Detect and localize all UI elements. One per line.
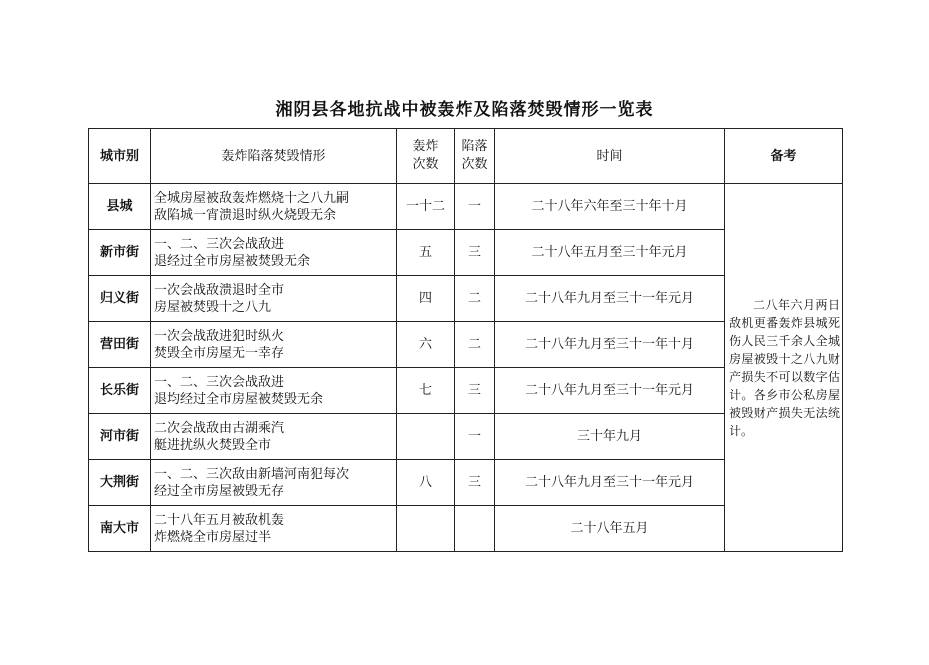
falls-cell: 三 bbox=[455, 368, 495, 414]
damage-table bbox=[88, 128, 843, 552]
city-cell: 长乐街 bbox=[89, 368, 151, 414]
page-title: 湘阴县各地抗战中被轰炸及陷落焚毁情形一览表 bbox=[275, 100, 654, 120]
description-line: 一、二、三次会战敌进 bbox=[154, 374, 285, 390]
description-cell bbox=[151, 276, 397, 322]
description-line: 退经过全市房屋被焚毁无余 bbox=[154, 253, 311, 269]
header-note: 备考 bbox=[725, 129, 843, 184]
bombings-cell: 八 bbox=[397, 460, 455, 506]
description-cell bbox=[151, 184, 397, 230]
bombings-cell: 五 bbox=[397, 230, 455, 276]
bombings-cell bbox=[397, 506, 455, 552]
description-line: 一、二、三次敌由新墙河南犯每次 bbox=[154, 466, 350, 482]
description-line: 二十八年五月被敌机轰 bbox=[154, 512, 285, 528]
time-cell: 二十八年六年至三十年十月 bbox=[495, 184, 725, 230]
description-cell bbox=[151, 368, 397, 414]
header-bombings-line2: 次数 bbox=[412, 157, 439, 172]
time-cell: 二十八年九月至三十一年元月 bbox=[495, 368, 725, 414]
city-cell: 南大市 bbox=[89, 506, 151, 552]
time-cell: 三十年九月 bbox=[495, 414, 725, 460]
description-line: 一、二、三次会战敌进 bbox=[154, 236, 285, 252]
city-cell: 营田街 bbox=[89, 322, 151, 368]
city-cell: 新市街 bbox=[89, 230, 151, 276]
header-falls-line1: 陷落 bbox=[461, 139, 488, 154]
description-line: 房屋被焚毁十之八九 bbox=[154, 299, 272, 315]
description-line: 一次会战敌溃退时全市 bbox=[154, 282, 285, 298]
bombings-cell: 七 bbox=[397, 368, 455, 414]
time-cell: 二十八年九月至三十一年元月 bbox=[495, 276, 725, 322]
time-cell: 二十八年九月至三十一年十月 bbox=[495, 322, 725, 368]
note-cell: 二八年六月两日敌机更番轰炸县城死伤人民三千余人全城房屋被毁十之八九财产损失不可以数字估计。各乡市公私房屋被毁财产损失无法统计。 bbox=[725, 184, 843, 552]
header-description: 轰炸陷落焚毁情形 bbox=[151, 129, 397, 184]
description-cell bbox=[151, 414, 397, 460]
time-cell: 二十八年五月至三十年元月 bbox=[495, 230, 725, 276]
falls-cell: 三 bbox=[455, 460, 495, 506]
time-cell: 二十八年五月 bbox=[495, 506, 725, 552]
description-line: 焚毁全市房屋无一幸存 bbox=[154, 345, 285, 361]
description-line: 一次会战敌进犯时纵火 bbox=[154, 328, 285, 344]
bombings-cell: 六 bbox=[397, 322, 455, 368]
city-cell: 河市街 bbox=[89, 414, 151, 460]
description-line: 炸燃烧全市房屋过半 bbox=[154, 529, 272, 545]
header-city: 城市别 bbox=[89, 129, 151, 184]
description-cell bbox=[151, 506, 397, 552]
description-line: 二次会战敌由古湖乘汽 bbox=[154, 420, 285, 436]
time-cell: 二十八年九月至三十一年元月 bbox=[495, 460, 725, 506]
header-time: 时间 bbox=[495, 129, 725, 184]
falls-cell bbox=[455, 506, 495, 552]
falls-cell: 三 bbox=[455, 230, 495, 276]
description-line: 敌陷城一宵溃退时纵火烧毁无余 bbox=[154, 207, 337, 223]
description-cell bbox=[151, 322, 397, 368]
bombings-cell bbox=[397, 414, 455, 460]
description-cell bbox=[151, 230, 397, 276]
header-bombings-line1: 轰炸 bbox=[412, 139, 439, 154]
city-cell: 归义街 bbox=[89, 276, 151, 322]
header-row bbox=[89, 129, 843, 184]
header-bombings bbox=[397, 129, 455, 184]
city-cell: 县城 bbox=[89, 184, 151, 230]
falls-cell: 二 bbox=[455, 322, 495, 368]
header-falls-line2: 次数 bbox=[461, 157, 488, 172]
city-cell: 大荆街 bbox=[89, 460, 151, 506]
header-falls bbox=[455, 129, 495, 184]
falls-cell: 一 bbox=[455, 414, 495, 460]
description-line: 艇进扰纵火焚毁全市 bbox=[154, 437, 272, 453]
description-line: 经过全市房屋被毁无存 bbox=[154, 483, 285, 499]
bombings-cell: 一十二 bbox=[397, 184, 455, 230]
falls-cell: 一 bbox=[455, 184, 495, 230]
description-cell bbox=[151, 460, 397, 506]
bombings-cell: 四 bbox=[397, 276, 455, 322]
falls-cell: 二 bbox=[455, 276, 495, 322]
description-line: 全城房屋被敌轰炸燃烧十之八九嗣 bbox=[154, 190, 350, 206]
description-line: 退均经过全市房屋被焚毁无余 bbox=[154, 391, 324, 407]
table-row bbox=[89, 184, 843, 230]
